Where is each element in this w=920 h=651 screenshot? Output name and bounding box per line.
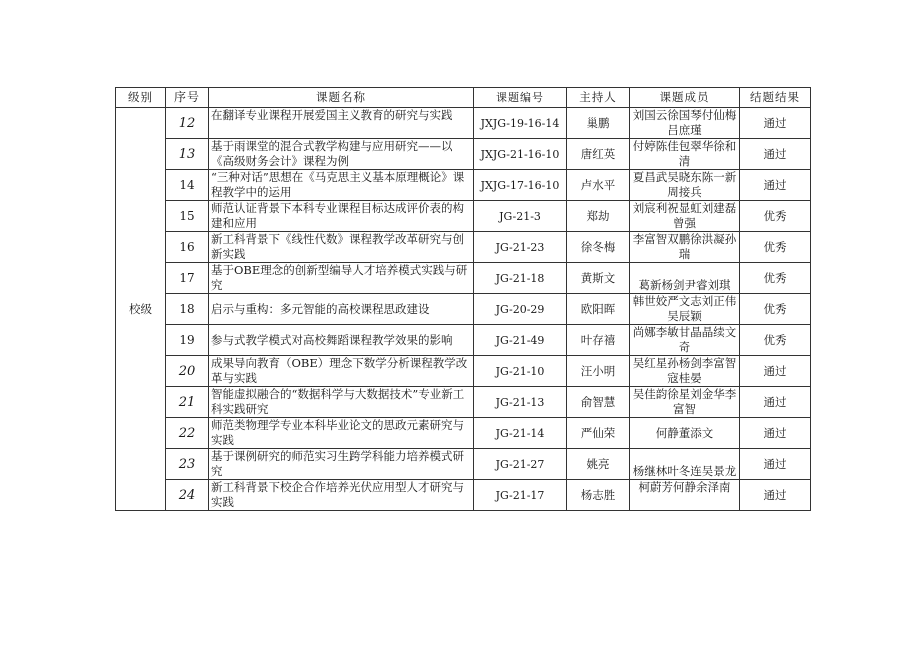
projects-table [115, 87, 811, 511]
row-members: 杨继林叶冬连吴景龙 [630, 449, 740, 480]
row-title: 师范类物理学专业本科毕业论文的思政元素研究与实践 [209, 418, 474, 449]
row-result: 通过 [740, 418, 811, 449]
row-host: 姚亮 [567, 449, 630, 480]
row-title: 成果导向教育（OBE）理念下数学分析课程教学改革与实践 [209, 356, 474, 387]
row-title: 师范认证背景下本科专业课程目标达成评价表的构建和应用 [209, 201, 474, 232]
row-members: 付婷陈佳包翠华徐和清 [630, 139, 740, 170]
row-num: 19 [166, 325, 209, 356]
row-members: 葛新杨剑尹睿刘琪 [630, 263, 740, 294]
row-result: 通过 [740, 480, 811, 511]
row-code: JG-21-18 [474, 263, 567, 294]
row-result: 通过 [740, 356, 811, 387]
row-members: 何静董添文 [630, 418, 740, 449]
row-num: 24 [166, 480, 209, 511]
row-code: JG-20-29 [474, 294, 567, 325]
row-result: 优秀 [740, 325, 811, 356]
table-row [116, 170, 811, 201]
row-code: JG-21-13 [474, 387, 567, 418]
row-title: 在翻译专业课程开展爱国主义教育的研究与实践 [209, 108, 474, 139]
row-host: 徐冬梅 [567, 232, 630, 263]
row-code: JXJG-17-16-10 [474, 170, 567, 201]
row-host: 郑劫 [567, 201, 630, 232]
row-title: 基于OBE理念的创新型编导人才培养模式实践与研究 [209, 263, 474, 294]
table-row [116, 418, 811, 449]
row-num: 12 [166, 108, 209, 139]
row-title: 智能虚拟融合的“数据科学与大数据技术”专业新工科实践研究 [209, 387, 474, 418]
row-result: 优秀 [740, 263, 811, 294]
row-result: 优秀 [740, 232, 811, 263]
table-row [116, 108, 811, 139]
row-members: 夏昌武吴晓东陈一新周接兵 [630, 170, 740, 201]
row-members: 吴佳韵徐星刘金华李富智 [630, 387, 740, 418]
row-result: 通过 [740, 387, 811, 418]
table-row [116, 325, 811, 356]
row-num: 21 [166, 387, 209, 418]
row-result: 通过 [740, 449, 811, 480]
row-host: 汪小明 [567, 356, 630, 387]
row-members: 柯蔚芳何静余泽南 [630, 480, 740, 511]
row-title: 启示与重构：多元智能的高校课程思政建设 [209, 294, 474, 325]
table-row [116, 449, 811, 480]
row-host: 唐红英 [567, 139, 630, 170]
row-host: 严仙荣 [567, 418, 630, 449]
row-members: 尚娜李敏甘晶晶续文奇 [630, 325, 740, 356]
header-members: 课题成员 [630, 88, 740, 108]
table-row [116, 387, 811, 418]
row-host: 黄斯文 [567, 263, 630, 294]
row-host: 卢水平 [567, 170, 630, 201]
row-members: 刘国云徐国琴付仙梅吕庶瑾 [630, 108, 740, 139]
row-members: 刘宸利祝显虹刘建磊曾强 [630, 201, 740, 232]
table-row [116, 294, 811, 325]
header-row [116, 88, 811, 108]
row-host: 欧阳晖 [567, 294, 630, 325]
row-result: 优秀 [740, 201, 811, 232]
row-num: 17 [166, 263, 209, 294]
row-members: 吴红星孙杨剑李富智寇桂晏 [630, 356, 740, 387]
row-num: 14 [166, 170, 209, 201]
header-code: 课题编号 [474, 88, 567, 108]
table-row [116, 139, 811, 170]
header-num: 序号 [166, 88, 209, 108]
header-result: 结题结果 [740, 88, 811, 108]
table-row [116, 201, 811, 232]
row-title: 新工科背景下校企合作培养光伏应用型人才研究与实践 [209, 480, 474, 511]
row-members: 李富智双鹏徐洪凝孙瑞 [630, 232, 740, 263]
row-title: 新工科背景下《线性代数》课程教学改革研究与创新实践 [209, 232, 474, 263]
table-row [116, 232, 811, 263]
row-title: “三种对话”思想在《马克思主义基本原理概论》课程教学中的运用 [209, 170, 474, 201]
row-title: 基于雨课堂的混合式教学构建与应用研究——以《高级财务会计》课程为例 [209, 139, 474, 170]
row-code: JXJG-21-16-10 [474, 139, 567, 170]
row-num: 15 [166, 201, 209, 232]
row-code: JG-21-10 [474, 356, 567, 387]
row-code: JG-21-23 [474, 232, 567, 263]
header-title: 课题名称 [209, 88, 474, 108]
row-num: 13 [166, 139, 209, 170]
row-code: JG-21-27 [474, 449, 567, 480]
row-result: 通过 [740, 170, 811, 201]
table-row [116, 480, 811, 511]
row-host: 巢鹏 [567, 108, 630, 139]
row-code: JG-21-14 [474, 418, 567, 449]
row-title: 基于课例研究的师范实习生跨学科能力培养模式研究 [209, 449, 474, 480]
row-title: 参与式教学模式对高校舞蹈课程教学效果的影响 [209, 325, 474, 356]
row-code: JXJG-19-16-14 [474, 108, 567, 139]
level-cell: 校级 [116, 108, 166, 511]
row-result: 通过 [740, 108, 811, 139]
table-row [116, 356, 811, 387]
row-host: 叶存禧 [567, 325, 630, 356]
row-num: 23 [166, 449, 209, 480]
row-num: 18 [166, 294, 209, 325]
row-host: 杨志胜 [567, 480, 630, 511]
row-members: 韩世姣严文志刘正伟吴辰颖 [630, 294, 740, 325]
row-host: 俞智慧 [567, 387, 630, 418]
row-code: JG-21-49 [474, 325, 567, 356]
row-num: 20 [166, 356, 209, 387]
row-result: 优秀 [740, 294, 811, 325]
row-num: 16 [166, 232, 209, 263]
header-host: 主持人 [567, 88, 630, 108]
row-code: JG-21-3 [474, 201, 567, 232]
row-num: 22 [166, 418, 209, 449]
row-code: JG-21-17 [474, 480, 567, 511]
header-level: 级别 [116, 88, 166, 108]
row-result: 通过 [740, 139, 811, 170]
table-row [116, 263, 811, 294]
